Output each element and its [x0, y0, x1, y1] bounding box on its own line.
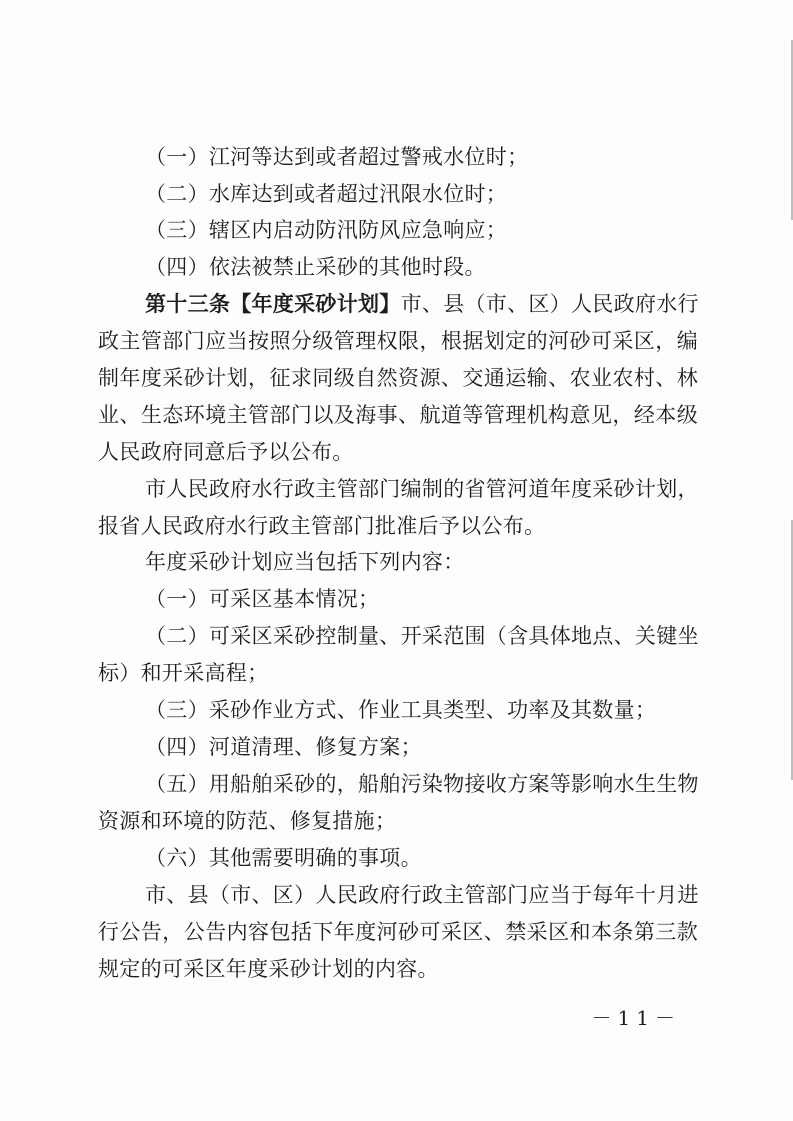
paragraph-line: 制年度采砂计划，征求同级自然资源、交通运输、农业农村、林 [98, 366, 698, 390]
list-item: （二）可采区采砂控制量、开采范围（含具体地点、关键坐 [145, 624, 699, 648]
article-text: 市、县（市、区）人民政府水行 [400, 292, 699, 316]
paragraph-line: 规定的可采区年度采砂计划的内容。 [98, 957, 439, 981]
page-number: －11－ [591, 1006, 681, 1030]
list-item: （三）辖区内启动防汛防风应急响应； [145, 218, 508, 242]
list-item: （四）河道清理、修复方案； [145, 735, 422, 759]
list-item-continuation: 标）和开采高程； [98, 661, 269, 685]
list-item: （四）依法被禁止采砂的其他时段。 [145, 255, 486, 279]
list-item: （一）可采区基本情况； [145, 587, 380, 611]
list-item: （五）用船舶采砂的，船舶污染物接收方案等影响水生生物 [145, 772, 699, 796]
paragraph-line: 政主管部门应当按照分级管理权限，根据划定的河砂可采区，编 [98, 329, 698, 353]
article-13-first-line [145, 290, 745, 318]
paragraph-line: 市、县（市、区）人民政府行政主管部门应当于每年十月进 [145, 883, 699, 907]
list-item: （六）其他需要明确的事项。 [145, 846, 422, 870]
paragraph-line: 行公告，公告内容包括下年度河砂可采区、禁采区和本条第三款 [98, 920, 698, 944]
paragraph-line: 业、生态环境主管部门以及海事、航道等管理机构意见，经本级 [98, 403, 698, 427]
article-heading: 第十三条【年度采砂计划】 [145, 292, 401, 316]
list-item-continuation: 资源和环境的防范、修复措施； [98, 809, 397, 833]
paragraph-line: 年度采砂计划应当包括下列内容： [145, 550, 465, 574]
paragraph-line: 报省人民政府水行政主管部门批准后予以公布。 [98, 514, 546, 538]
list-item: （二）水库达到或者超过汛限水位时； [145, 182, 508, 206]
list-item: （三）采砂作业方式、作业工具类型、功率及其数量； [145, 698, 657, 722]
paragraph-line: 市人民政府水行政主管部门编制的省管河道年度采砂计划， [145, 477, 699, 501]
paragraph-line: 人民政府同意后予以公布。 [98, 440, 354, 464]
list-item: （一）江河等达到或者超过警戒水位时； [145, 145, 529, 169]
